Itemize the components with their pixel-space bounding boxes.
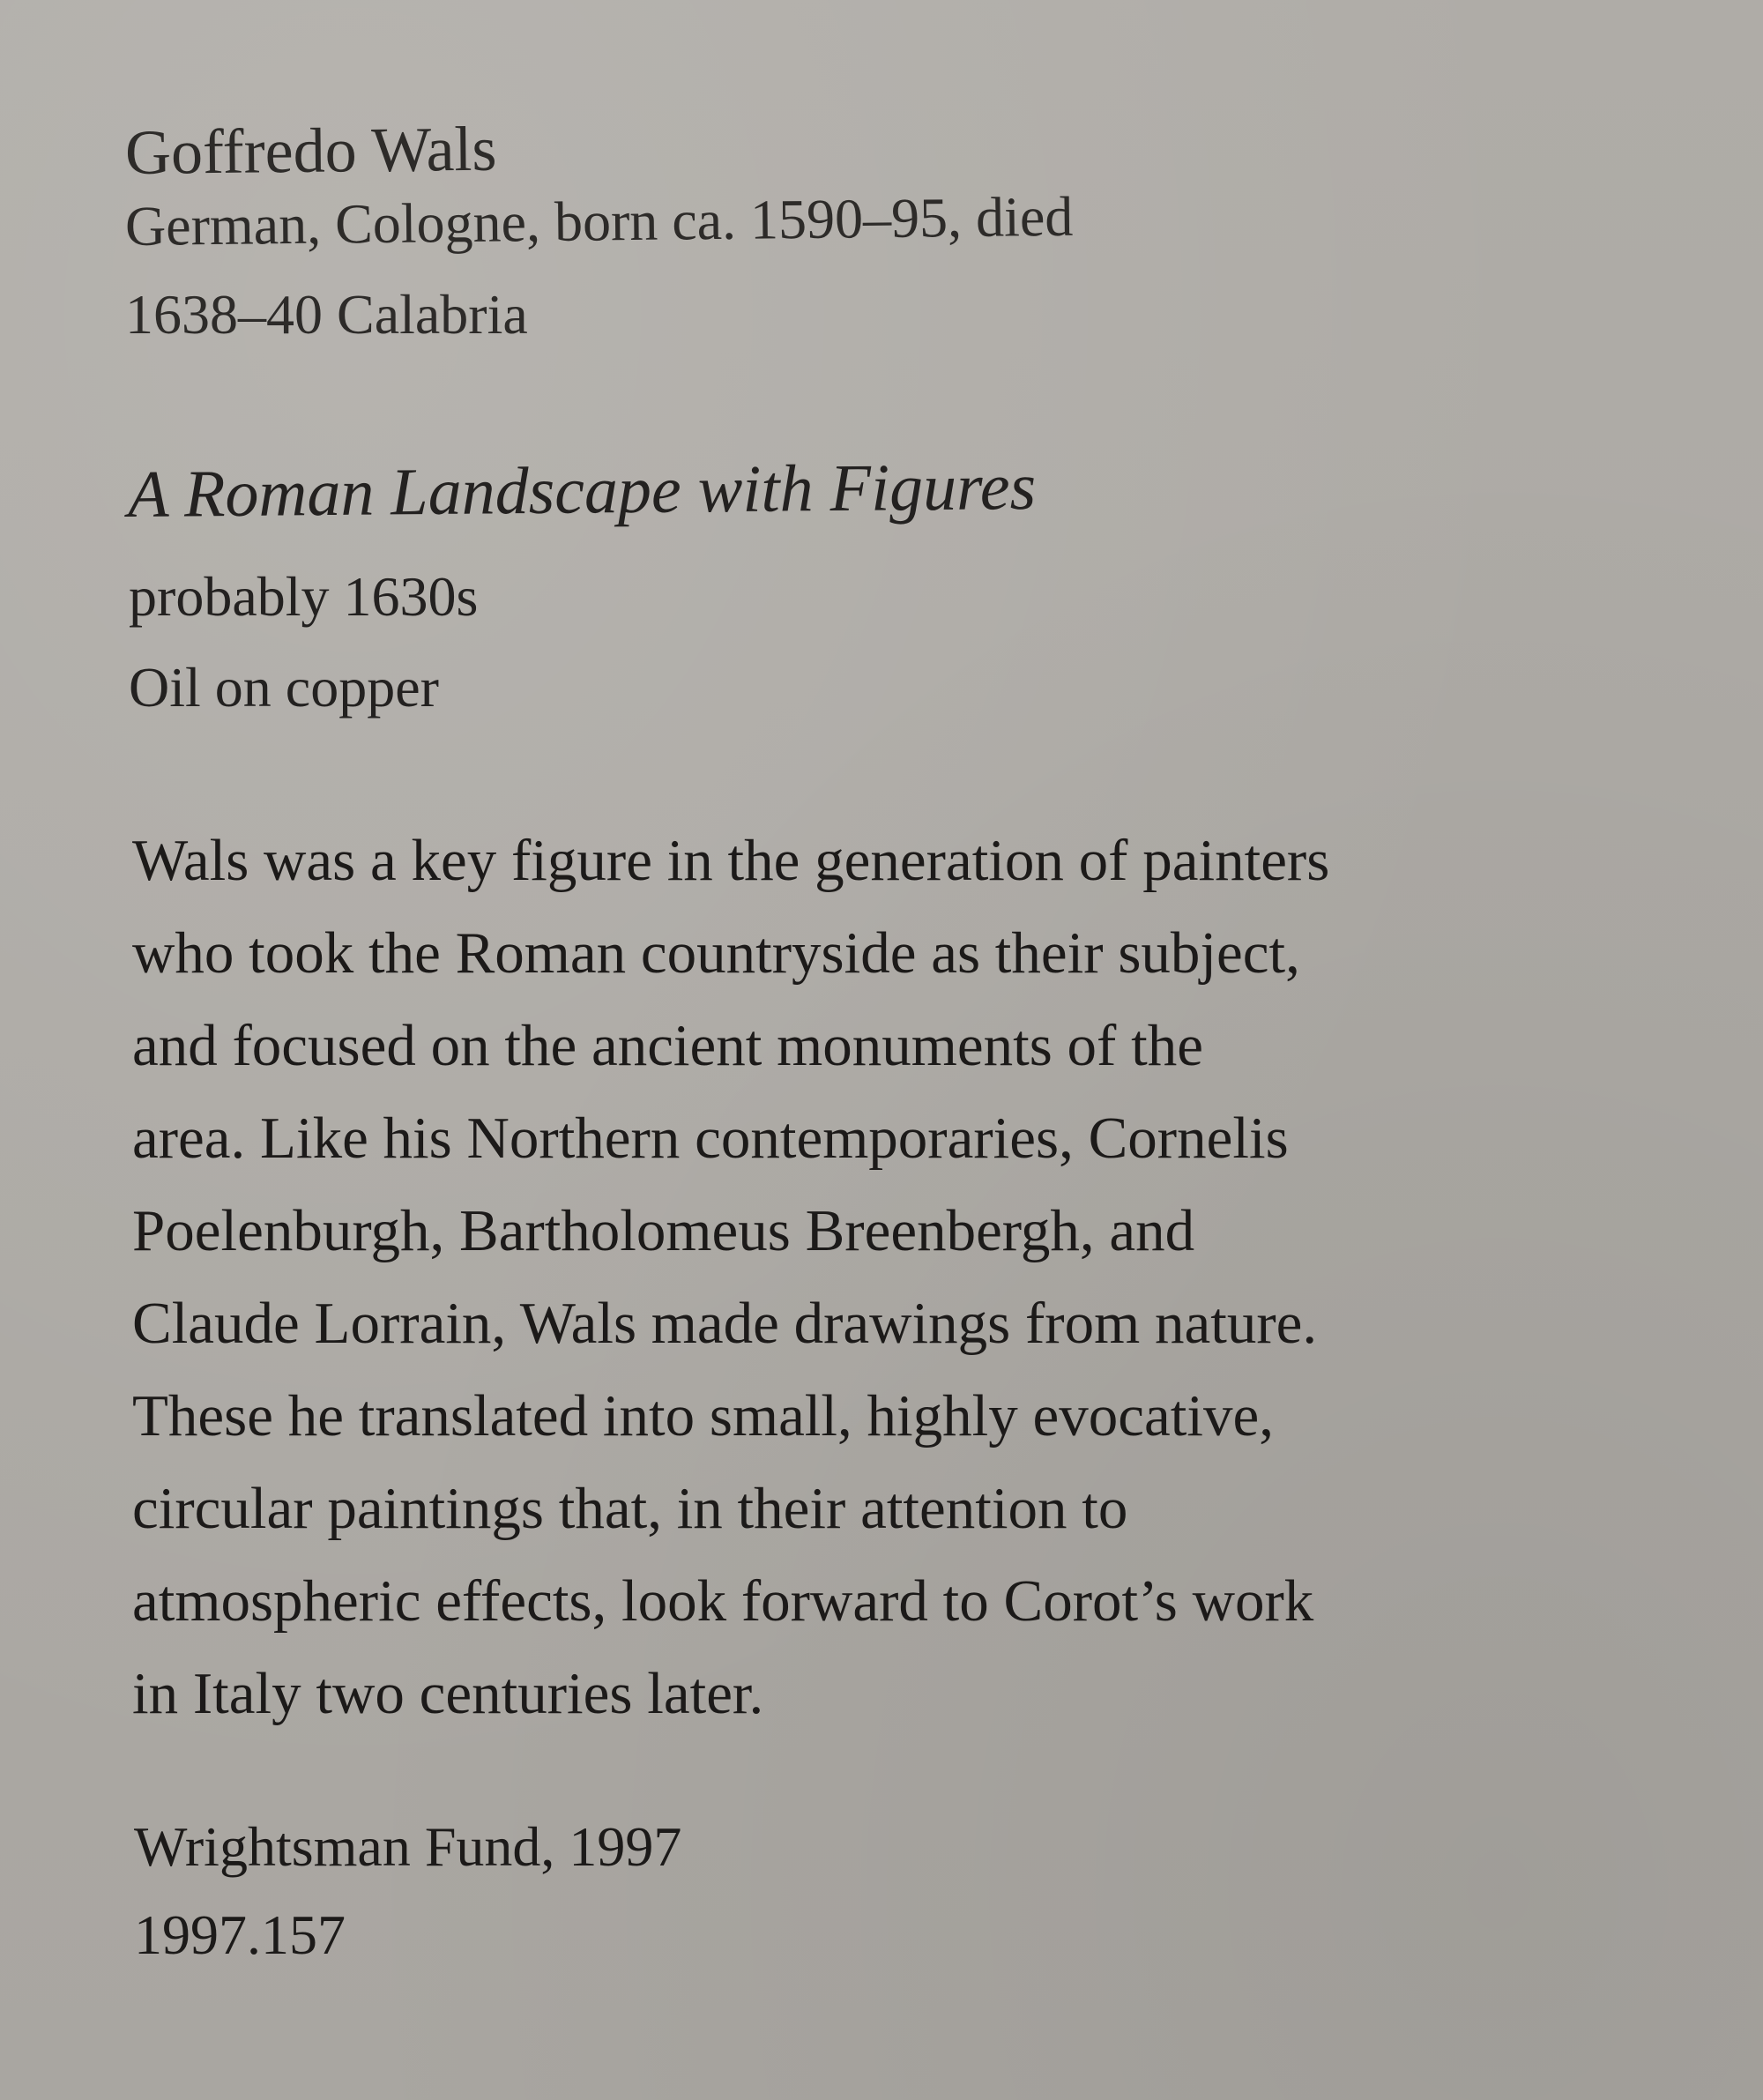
description-line: These he translated into small, highly evocative,: [132, 1383, 1274, 1448]
artwork-date: probably 1630s: [129, 565, 479, 628]
artist-name: Goffredo Wals: [124, 113, 497, 188]
description-line: atmospheric effects, look forward to Corot’s work: [132, 1568, 1314, 1634]
description-line: Poelenburgh, Bartholomeus Breenbergh, and: [132, 1198, 1195, 1263]
description-line: Wals was a key figure in the generation of painters: [132, 828, 1330, 893]
description-line: who took the Roman countryside as their subject,: [132, 920, 1300, 986]
artwork-title: A Roman Landscape with Figures: [127, 450, 1037, 532]
description-line: Claude Lorrain, Wals made drawings from nature.: [132, 1291, 1318, 1356]
artist-nationality-line-2: 1638–40 Calabria: [125, 283, 528, 346]
description-line: and focused on the ancient monuments of the: [132, 1013, 1203, 1078]
accession-number: 1997.157: [134, 1903, 346, 1966]
artist-nationality-line-1: German, Cologne, born ca. 1590–95, died: [124, 184, 1074, 257]
credit-line: Wrightsman Fund, 1997: [134, 1815, 682, 1878]
artwork-medium: Oil on copper: [129, 656, 439, 719]
description-line: area. Like his Northern contemporaries, Cornelis: [132, 1106, 1289, 1171]
description-line: circular paintings that, in their attention to: [132, 1476, 1128, 1541]
description-line: in Italy two centuries later.: [132, 1661, 764, 1726]
